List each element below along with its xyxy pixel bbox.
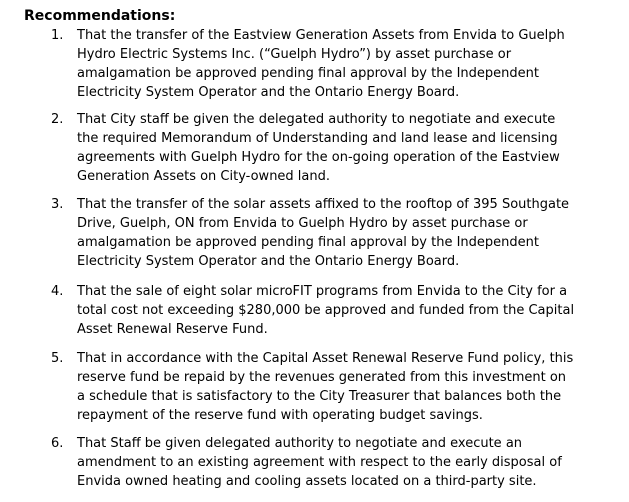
- text-line: Hydro Electric Systems Inc. (“Guelph Hydro”) by asset purchase or: [77, 47, 512, 62]
- section-heading: Recommendations:: [24, 8, 176, 24]
- text-line: That Staff be given delegated authority to negotiate and execute an: [77, 436, 523, 451]
- text-line: Generation Assets on City-owned land.: [77, 169, 331, 184]
- text-line: agreements with Guelph Hydro for the on-going operation of the Eastview: [77, 150, 560, 165]
- recommendation-item-3: [51, 195, 626, 271]
- item-text: [77, 282, 626, 339]
- item-text: [77, 26, 626, 102]
- text-line: amendment to an existing agreement with respect to the early disposal of: [77, 455, 562, 470]
- text-line: Electricity System Operator and the Ontario Energy Board.: [77, 254, 460, 269]
- recommendation-item-5: [51, 349, 626, 425]
- text-line: a schedule that is satisfactory to the City Treasurer that balances both the: [77, 389, 562, 404]
- recommendation-item-6: [51, 434, 626, 491]
- item-text: [77, 110, 626, 186]
- text-line: That the sale of eight solar microFIT programs from Envida to the City for a: [77, 284, 568, 299]
- text-line: Electricity System Operator and the Ontario Energy Board.: [77, 85, 460, 100]
- text-line: amalgamation be approved pending final approval by the Independent: [77, 235, 539, 250]
- item-number: 3.: [51, 197, 64, 212]
- text-line: total cost not exceeding $280,000 be approved and funded from the Capital: [77, 303, 575, 318]
- item-number: 6.: [51, 436, 64, 451]
- text-line: the required Memorandum of Understanding and land lease and licensing: [77, 131, 558, 146]
- text-line: repayment of the reserve fund with operating budget savings.: [77, 408, 483, 423]
- item-text: [77, 195, 626, 271]
- item-number: 1.: [51, 28, 64, 43]
- item-number: 2.: [51, 112, 64, 127]
- text-line: That City staff be given the delegated authority to negotiate and execute: [77, 112, 556, 127]
- text-line: Drive, Guelph, ON from Envida to Guelph Hydro by asset purchase or: [77, 216, 528, 231]
- item-text: [77, 434, 626, 491]
- recommendation-item-4: [51, 282, 626, 339]
- recommendation-item-2: [51, 110, 626, 186]
- text-line: reserve fund be repaid by the revenues generated from this investment on: [77, 370, 567, 385]
- text-line: That the transfer of the solar assets affixed to the rooftop of 395 Southgate: [77, 197, 570, 212]
- item-text: [77, 349, 626, 425]
- item-number: 4.: [51, 284, 64, 299]
- text-line: Asset Renewal Reserve Fund.: [77, 322, 268, 337]
- text-line: amalgamation be approved pending final approval by the Independent: [77, 66, 539, 81]
- recommendation-item-1: [51, 26, 626, 102]
- item-number: 5.: [51, 351, 64, 366]
- text-line: That in accordance with the Capital Asset Renewal Reserve Fund policy, this: [77, 351, 574, 366]
- text-line: That the transfer of the Eastview Generation Assets from Envida to Guelph: [77, 28, 565, 43]
- text-line: Envida owned heating and cooling assets located on a third-party site.: [77, 474, 537, 489]
